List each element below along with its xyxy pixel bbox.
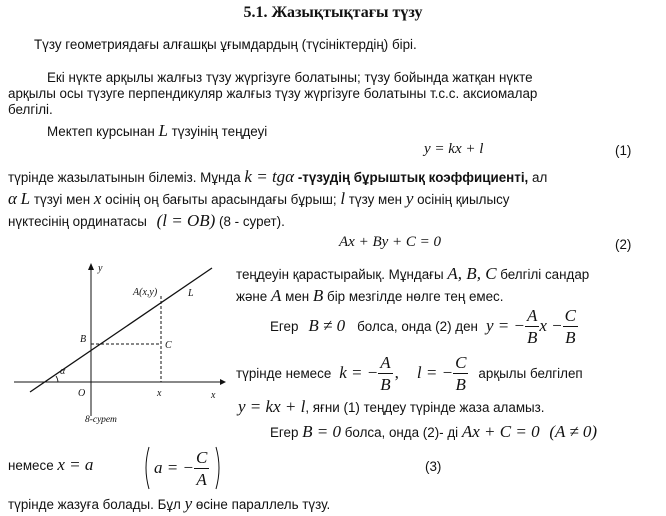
paragraph-7 [236, 264, 589, 284]
p5-text-3: түзу мен [348, 192, 403, 207]
p13-fraction [194, 449, 209, 488]
y-axis-arrow-icon [88, 263, 94, 270]
line-L [30, 268, 212, 392]
alpha-arc [56, 376, 58, 382]
p12-text-mid: болса, онда (2)- ді [344, 425, 459, 440]
paragraph-14 [8, 494, 330, 514]
p12-equation: Ax + C = 0 [461, 422, 540, 441]
equation-1: y = kx + l [424, 141, 484, 157]
paragraph-2-line-1: Екі нүкте арқылы жалғыз түзу жүргізуге болатыны; түзу бойында жатқан нүкте [47, 70, 533, 85]
figure-label-L: L [188, 288, 194, 299]
paragraph-9 [270, 303, 578, 349]
p10-k-denominator: B [380, 374, 391, 394]
p10-l-denominator: B [455, 374, 466, 394]
figure-label-x-tick: x [157, 388, 162, 399]
x-axis-arrow-icon [220, 379, 226, 385]
p6-math: (l = OB) [156, 211, 216, 230]
paragraph-2-line-2: арқылы осы түзуге перпендикуляр жалғыз түзу жүргізуге болатыны т.с.с. аксиомалар [8, 86, 538, 101]
paragraph-6 [8, 211, 285, 231]
p13-denominator: A [196, 469, 207, 489]
p5-text-2: осінің оң бағыты арасындағы бұрыш; [105, 192, 337, 207]
p10-k-eq: k = − [339, 363, 379, 382]
p9-x-minus: x − [539, 316, 563, 335]
paragraph-1: Түзу геометриядағы алғашқы ұғымдардың (түсініктердің) бірі. [34, 37, 417, 52]
p6-text-post: (8 - сурет). [219, 214, 285, 229]
figure-label-point-A: A(x,y) [133, 287, 158, 298]
p5-L: L [20, 189, 31, 208]
figure-caption: 8-сурет [85, 415, 117, 425]
p14-text-pre: түрінде жазуға болады. Бұл [8, 497, 181, 512]
paragraph-13-pre [8, 455, 93, 475]
p7-math: A, B, C [447, 264, 497, 283]
p9-fraction-1-denominator: B [526, 327, 538, 347]
figure-label-O: O [78, 388, 86, 399]
figure-label-x-axis: x [211, 390, 216, 401]
p10-text-post: арқылы белгілеп [478, 365, 583, 381]
p10-text-pre: түрінде немесе [236, 365, 332, 381]
p7-text-pre: теңдеуін қарастырайық. Мұндағы [236, 267, 444, 282]
p4-k-tg-alpha: k = tgα [244, 167, 295, 186]
p9-text-mid: болса, онда (2) ден [357, 318, 478, 334]
p12-condition: B = 0 [302, 422, 342, 441]
p3-text-pre: Мектеп курсынан [47, 124, 155, 139]
p5-x: x [93, 189, 102, 208]
p9-fraction-C-B [563, 307, 578, 346]
p10-fraction-l [453, 354, 468, 393]
p10-l-eq: l = − [416, 363, 454, 382]
paragraph-10 [236, 350, 583, 396]
equation-2-number: (2) [615, 237, 632, 252]
p8-text-pre: және [236, 289, 268, 304]
p13-a-definition [154, 446, 209, 490]
p9-text-pre: Егер [270, 318, 299, 334]
equation-2: Ax + By + C = 0 [339, 234, 442, 250]
p8-A: A [270, 286, 282, 305]
section-title: 5.1. Жазықтықтағы түзу [243, 4, 423, 21]
p5-y: y [405, 189, 414, 208]
paragraph-3 [47, 121, 267, 141]
p11-equation: y = kx + l [238, 397, 306, 416]
p5-l: l [340, 189, 346, 208]
p5-text-4: осінің қиылысу [417, 192, 510, 207]
p8-text-post: бір мезгілде нөлге тең емес. [327, 289, 504, 304]
p12-condition-A: (A ≠ 0) [549, 422, 598, 441]
p10-l-numerator: C [455, 352, 467, 372]
paragraph-11 [238, 397, 545, 417]
p8-B: B [312, 286, 324, 305]
p6-text-pre: нүктесінің ординатасы [8, 214, 147, 229]
figure-label-B: B [80, 334, 87, 345]
figure-label-C: C [165, 340, 172, 351]
p10-comma: , [394, 363, 399, 382]
p9-fraction-2-numerator: C [564, 305, 576, 325]
p14-text-post: өсіне параллель түзу. [195, 497, 331, 512]
p9-fraction-A-B [525, 307, 539, 346]
equation-3-number: (3) [425, 459, 442, 474]
p4-text-post: ал [532, 170, 548, 185]
p4-text-pre: түрінде жазылатынын білеміз. Мұнда [8, 170, 241, 185]
right-paren-icon [214, 446, 222, 490]
p3-symbol-L: L [158, 121, 168, 140]
p10-fraction-k [378, 354, 392, 393]
p13-numerator: C [195, 447, 208, 467]
paragraph-12 [270, 422, 597, 442]
p9-fraction-1-numerator: A [526, 305, 538, 325]
paragraph-4 [8, 167, 547, 187]
equation-1-number: (1) [615, 143, 632, 158]
paragraph-2-line-3: белгілі. [8, 102, 53, 117]
left-paren-icon [143, 446, 151, 490]
figure-label-alpha: α [60, 366, 66, 377]
p13-equation: x = a [57, 455, 94, 474]
p12-text-pre: Егер [270, 425, 299, 440]
p3-text-post: түзуінің теңдеуі [171, 124, 268, 139]
p11-text: , яғни (1) теңдеу түрінде жаза аламыз. [305, 400, 545, 415]
p4-bold-term: -түзудің бұрыштық коэффициенті, [297, 170, 529, 185]
p7-text-post: белгілі сандар [500, 267, 590, 282]
p5-text-1: түзуі мен [33, 192, 91, 207]
p13-a-eq: a = − [154, 458, 194, 477]
p14-y: y [184, 494, 193, 513]
paragraph-5 [8, 189, 510, 209]
p10-k-numerator: A [380, 352, 391, 372]
figure-8-diagram [8, 258, 230, 428]
p8-text-mid: мен [285, 289, 310, 304]
figure-label-y: y [98, 263, 103, 274]
p9-condition: B ≠ 0 [308, 316, 346, 335]
p5-alpha: α [8, 189, 17, 208]
p13-text-pre: немесе [8, 458, 54, 473]
p9-y-eq: y = − [485, 316, 525, 335]
p9-fraction-2-denominator: B [565, 327, 576, 347]
